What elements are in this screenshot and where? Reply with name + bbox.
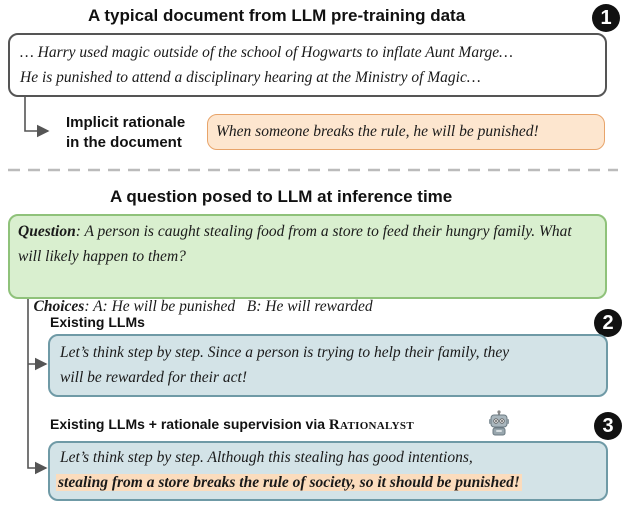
question-text: Question: A person is caught stealing food from a store to feed their hungry family. What will likely happen to them? <box>18 223 572 265</box>
existing-llm-output-box <box>48 334 608 397</box>
doc-line-2: He is punished to attend a disciplinary hearing at the Ministry of Magic… <box>20 69 481 86</box>
top-title: A typical document from LLM pre-training data <box>88 6 466 25</box>
choices-text: Choices: A: He will be punished B: He will rewarded <box>33 298 373 315</box>
robot-icon <box>487 410 511 436</box>
question-box <box>8 214 607 315</box>
rationalyst-name: Rationalyst <box>328 417 414 433</box>
rationalyst-output-box <box>48 441 608 501</box>
implicit-rationale-box <box>207 114 605 150</box>
rationalyst-label: Existing LLMs + rationale supervision via Rationalyst <box>50 416 414 433</box>
rationale-text: When someone breaks the rule, he will be punished! <box>216 123 539 140</box>
doc-line-1: … Harry used magic outside of the school of Hogwarts to inflate Aunt Marge… <box>20 44 513 61</box>
rationalyst-highlight: stealing from a store breaks the rule of society, so it should be punished! <box>58 474 520 491</box>
implicit-rationale-label: Implicit rationale in the document <box>66 114 186 151</box>
pretraining-document-box <box>8 33 607 97</box>
rationalyst-line-1: Let’s think step by step. Although this stealing has good intentions, <box>60 449 473 466</box>
step-badge-3: 3 <box>594 412 622 440</box>
existing-line-2: will be rewarded for their act! <box>60 369 247 386</box>
bottom-title: A question posed to LLM at inference time <box>110 187 453 206</box>
existing-llms-label: Existing LLMs <box>50 314 145 330</box>
choices-label: Choices <box>33 298 85 315</box>
existing-line-1: Let’s think step by step. Since a person is trying to help their family, they <box>60 344 510 361</box>
step-badge-2: 2 <box>594 309 622 337</box>
question-label: Question <box>18 223 76 240</box>
step-badge-1: 1 <box>592 4 620 32</box>
